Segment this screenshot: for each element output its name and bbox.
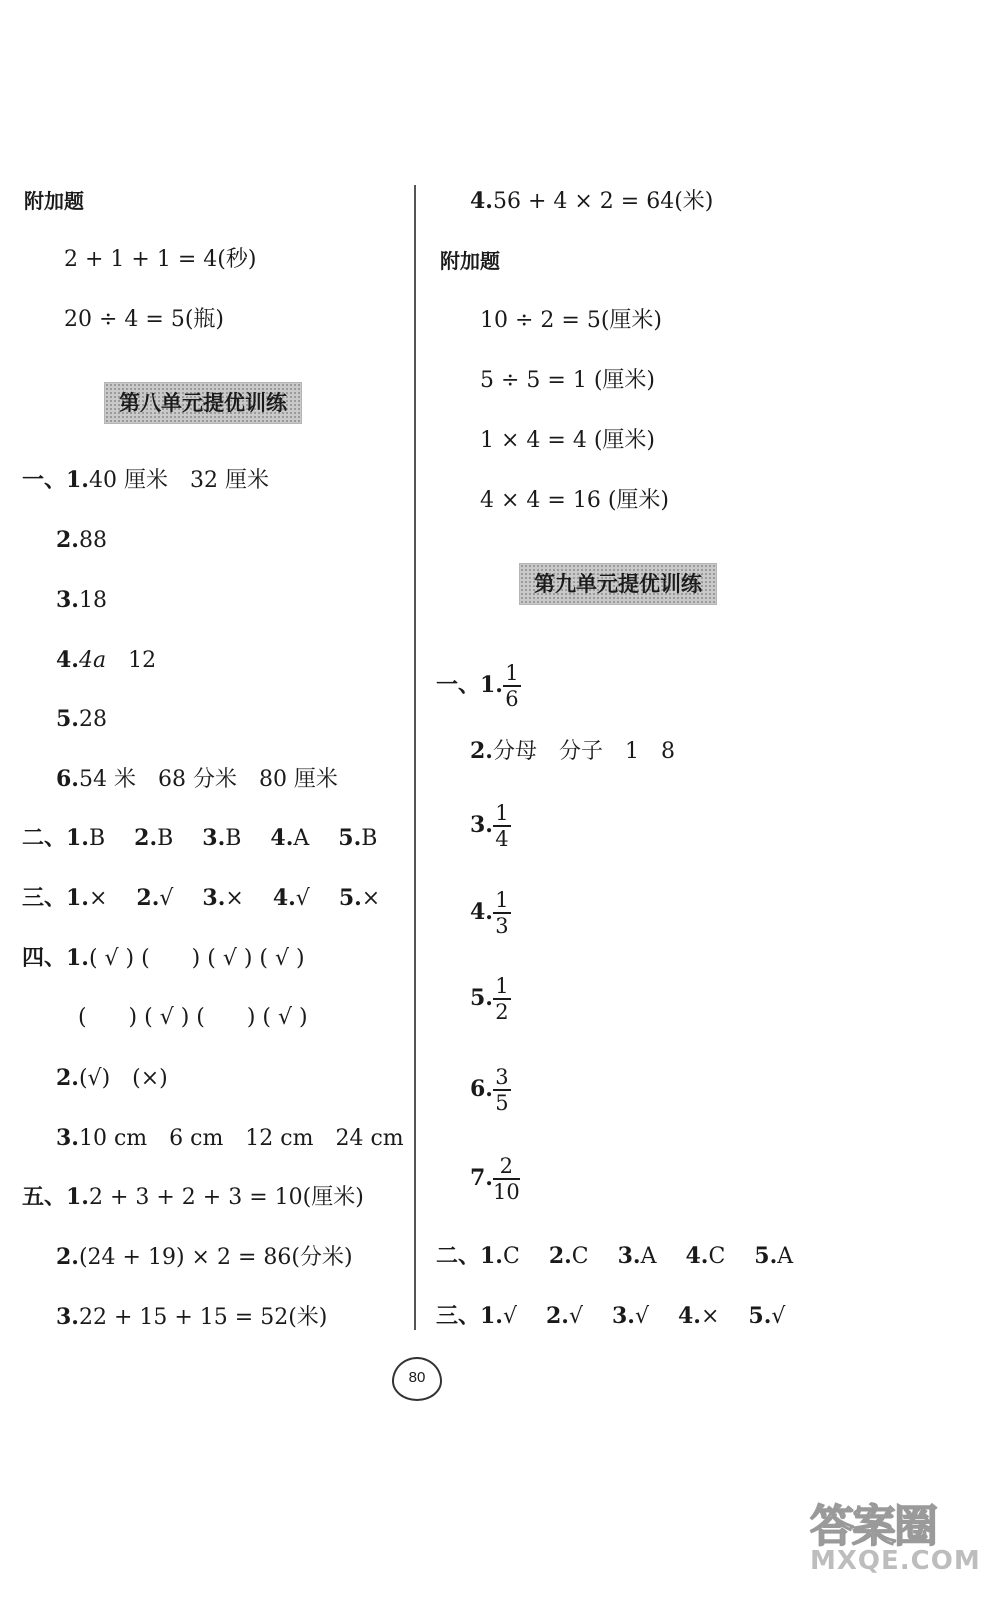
answer: × <box>361 886 381 911</box>
right-fujia-line-4: 4 × 4 = 16 (厘米) <box>480 488 669 513</box>
answer: 40 厘米 32 厘米 <box>88 468 269 493</box>
watermark-logo <box>810 1490 990 1580</box>
left-fujia-title: 附加题 <box>24 189 84 213</box>
left-fujia-line-2: 20 ÷ 4 = 5(瓶) <box>64 307 224 332</box>
fraction <box>493 1065 511 1115</box>
item-label: 3. <box>470 812 493 838</box>
item-label: 6. <box>470 1076 493 1102</box>
item-label: 4. <box>470 899 493 925</box>
unit8-banner: 第八单元提优训练 <box>104 382 302 424</box>
right-s1-q5 <box>470 973 511 1024</box>
answer: 18 <box>78 588 107 613</box>
fraction <box>503 661 521 711</box>
answer: √ <box>634 1304 649 1329</box>
item-label: 2. <box>548 1243 572 1269</box>
item-label: 5. <box>338 885 362 911</box>
item-label: 5. <box>56 706 79 732</box>
section-label: 五、1. <box>22 1184 89 1210</box>
answer: A <box>777 1244 794 1269</box>
right-fujia-line-2: 5 ÷ 5 = 1 (厘米) <box>480 368 655 393</box>
answer: × <box>225 886 244 911</box>
item-label: 2. <box>56 527 79 553</box>
answer-var: 4a <box>78 648 107 673</box>
left-s1-q1 <box>22 465 269 496</box>
answer: B <box>88 826 106 851</box>
section-label: 二、1. <box>436 1243 503 1269</box>
column-divider <box>414 185 416 1330</box>
left-s4-row1 <box>22 943 305 974</box>
left-s1-q2 <box>56 525 107 556</box>
page-number: 80 <box>392 1357 442 1401</box>
denominator: 4 <box>495 826 509 851</box>
answer: √ <box>502 1304 517 1329</box>
right-s2 <box>436 1241 793 1272</box>
denominator: 10 <box>492 1179 520 1204</box>
item-label: 4. <box>685 1243 709 1269</box>
answer: (√) (×) <box>78 1066 168 1091</box>
item-label: 3. <box>56 1125 79 1151</box>
answer: √ <box>771 1304 786 1329</box>
left-s4-q2 <box>56 1063 168 1094</box>
left-s2 <box>22 823 377 854</box>
left-s3 <box>22 883 380 914</box>
item-label: 3. <box>202 825 226 851</box>
answer: √ <box>159 886 174 911</box>
item-label: 3. <box>617 1243 641 1269</box>
answer: 88 <box>78 528 107 553</box>
unit9-banner: 第九单元提优训练 <box>519 563 717 605</box>
answer: ( √ ) ( ) ( √ ) ( √ ) <box>88 946 305 971</box>
item-label: 5. <box>470 985 493 1011</box>
right-s1-q7 <box>470 1153 520 1204</box>
item-label: 3. <box>56 1304 79 1330</box>
answer: C <box>571 1244 589 1269</box>
answer: 分母 分子 1 8 <box>492 739 675 764</box>
section-label: 一、1. <box>22 467 89 493</box>
left-s1-q6 <box>56 764 338 795</box>
item-label: 4. <box>56 647 79 673</box>
right-s1-q4 <box>470 887 511 938</box>
denominator: 5 <box>495 1090 509 1115</box>
item-label: 4. <box>470 188 493 214</box>
denominator: 6 <box>505 686 519 711</box>
answer: B <box>157 826 174 851</box>
right-s1-q2 <box>470 736 675 767</box>
denominator: 3 <box>495 913 509 938</box>
fraction <box>493 801 511 851</box>
item-label: 2. <box>470 738 493 764</box>
item-label: 2. <box>56 1244 79 1270</box>
item-label: 2. <box>56 1065 79 1091</box>
answer: C <box>502 1244 520 1269</box>
right-fujia-title: 附加题 <box>440 249 500 273</box>
answer: ( ) ( √ ) ( ) ( √ ) <box>78 1005 308 1030</box>
right-s5-q4 <box>470 186 713 217</box>
section-label: 一、1. <box>436 672 503 698</box>
answer: √ <box>295 886 310 911</box>
numerator: 1 <box>495 974 509 999</box>
answer: A <box>640 1244 657 1269</box>
numerator: 1 <box>495 801 509 826</box>
item-label: 4. <box>678 1303 701 1329</box>
fraction <box>493 888 511 938</box>
item-label: 5. <box>754 1243 778 1269</box>
answer: C <box>708 1244 726 1269</box>
fraction <box>493 974 511 1024</box>
answer: 28 <box>78 707 107 732</box>
item-label: 3. <box>202 885 226 911</box>
left-s1-q5 <box>56 704 107 735</box>
left-s4-q3 <box>56 1123 404 1154</box>
left-s1-q4 <box>56 645 156 676</box>
denominator: 2 <box>495 999 509 1024</box>
left-s5-q3 <box>56 1302 327 1333</box>
answer: 10 cm 6 cm 12 cm 24 cm <box>78 1126 404 1151</box>
right-fujia-line-1: 10 ÷ 2 = 5(厘米) <box>480 308 662 333</box>
item-label: 6. <box>56 766 79 792</box>
section-label: 三、1. <box>22 885 89 911</box>
answer: B <box>225 826 242 851</box>
right-s1-q3 <box>470 800 511 851</box>
left-s5-q2 <box>56 1242 353 1273</box>
left-fujia-line-1: 2 + 1 + 1 = 4(秒) <box>64 247 257 272</box>
numerator: 3 <box>495 1065 509 1090</box>
item-label: 4. <box>272 885 296 911</box>
item-label: 3. <box>56 587 79 613</box>
item-label: 7. <box>470 1165 493 1191</box>
answer: (24 + 19) × 2 = 86(分米) <box>78 1245 353 1270</box>
numerator: 1 <box>495 888 509 913</box>
answer: 54 米 68 分米 80 厘米 <box>78 767 338 792</box>
item-label: 3. <box>612 1303 635 1329</box>
item-label: 2. <box>546 1303 569 1329</box>
section-label: 三、1. <box>436 1303 503 1329</box>
right-s1-q1 <box>436 660 521 711</box>
item-label: 5. <box>748 1303 772 1329</box>
right-fujia-line-3: 1 × 4 = 4 (厘米) <box>480 428 655 453</box>
section-label: 四、1. <box>22 945 89 971</box>
numerator: 1 <box>505 661 519 686</box>
left-s5-q1 <box>22 1182 364 1213</box>
numerator: 2 <box>499 1154 514 1179</box>
answer: 56 + 4 × 2 = 64(米) <box>492 189 714 214</box>
left-s4-row2 <box>78 1003 308 1033</box>
answer: B <box>361 826 378 851</box>
watermark-url: MXQE.COM <box>810 1546 981 1576</box>
item-label: 2. <box>136 885 160 911</box>
item-label: 2. <box>134 825 158 851</box>
fraction <box>493 1154 520 1204</box>
item-label: 4. <box>270 825 294 851</box>
answer: 22 + 15 + 15 = 52(米) <box>78 1305 328 1330</box>
answer: 12 <box>128 648 157 673</box>
section-label: 二、1. <box>22 825 89 851</box>
answer: 2 + 3 + 2 + 3 = 10(厘米) <box>88 1185 364 1210</box>
answer: A <box>293 826 310 851</box>
item-label: 5. <box>338 825 362 851</box>
right-s1-q6 <box>470 1064 511 1115</box>
watermark-text: 答案圈 <box>810 1501 936 1552</box>
answer: × <box>88 886 108 911</box>
right-s3 <box>436 1301 785 1332</box>
answer: √ <box>568 1304 583 1329</box>
left-s1-q3 <box>56 585 107 616</box>
answer: × <box>700 1304 720 1329</box>
